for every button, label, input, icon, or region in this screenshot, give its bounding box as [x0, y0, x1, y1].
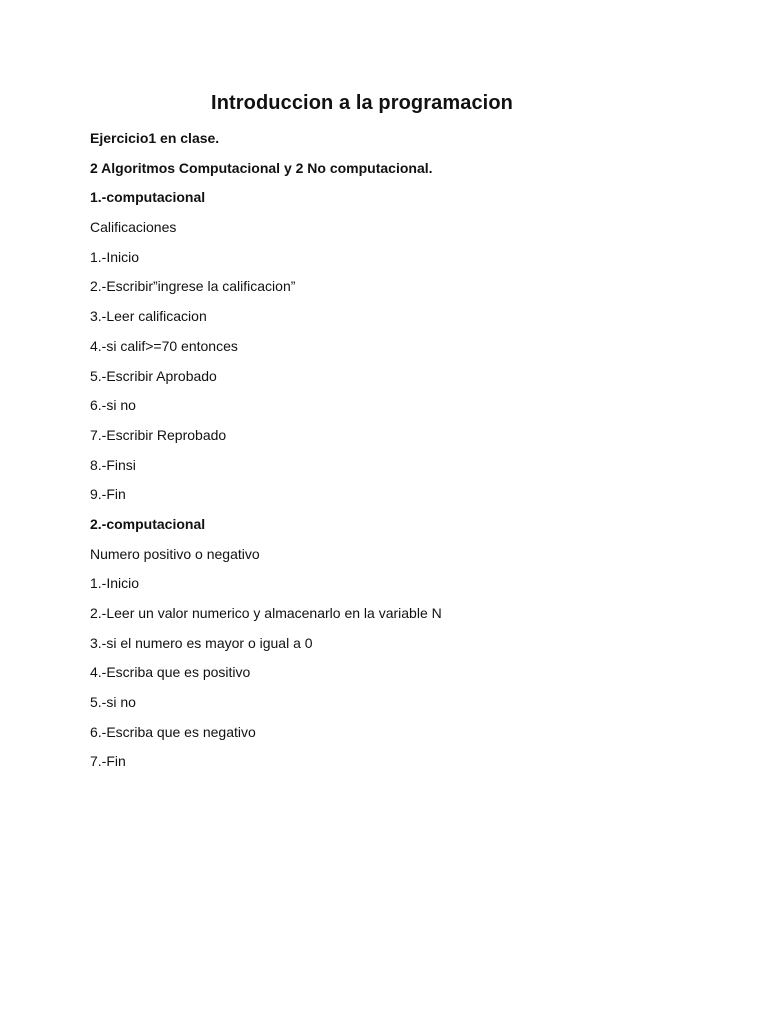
section-heading-2: 2.-computacional: [90, 515, 206, 532]
algorithm-step: 3.-Leer calificacion: [90, 308, 207, 325]
algorithm-step: 9.-Fin: [90, 486, 126, 503]
algorithm-step: 6.-si no: [90, 397, 136, 414]
algorithm-step: 2.-Leer un valor numerico y almacenarlo en la variable N: [90, 605, 442, 621]
algorithm-step: 7.-Fin: [90, 753, 126, 770]
section-heading-1: 1.-computacional: [90, 189, 206, 206]
algorithm-step: 7.-Escribir Reprobado: [90, 426, 227, 443]
exercise-subheading: 2 Algoritmos Computacional y 2 No computacional.: [90, 159, 433, 176]
document-title: Introduccion a la programacion: [211, 92, 513, 114]
algorithm-title-1: Calificaciones: [90, 219, 177, 236]
exercise-heading: Ejercicio1 en clase.: [90, 130, 220, 146]
algorithm-step: 8.-Finsi: [90, 456, 136, 473]
algorithm-step: 1.-Inicio: [90, 248, 140, 265]
document-body: [90, 127, 730, 780]
algorithm-step: 1.-Inicio: [90, 575, 140, 592]
algorithm-step: 5.-si no: [90, 694, 136, 711]
algorithm-step: 3.-si el numero es mayor o igual a 0: [90, 634, 313, 651]
algorithm-step: 6.-Escriba que es negativo: [90, 723, 256, 740]
algorithm-step: 5.-Escribir Aprobado: [90, 367, 217, 384]
algorithm-title-2: Numero positivo o negativo: [90, 545, 260, 562]
algorithm-step: 2.-Escribir”ingrese la calificacion”: [90, 278, 296, 295]
algorithm-step: 4.-si calif>=70 entonces: [90, 337, 238, 354]
algorithm-step: 4.-Escriba que es positivo: [90, 664, 251, 681]
